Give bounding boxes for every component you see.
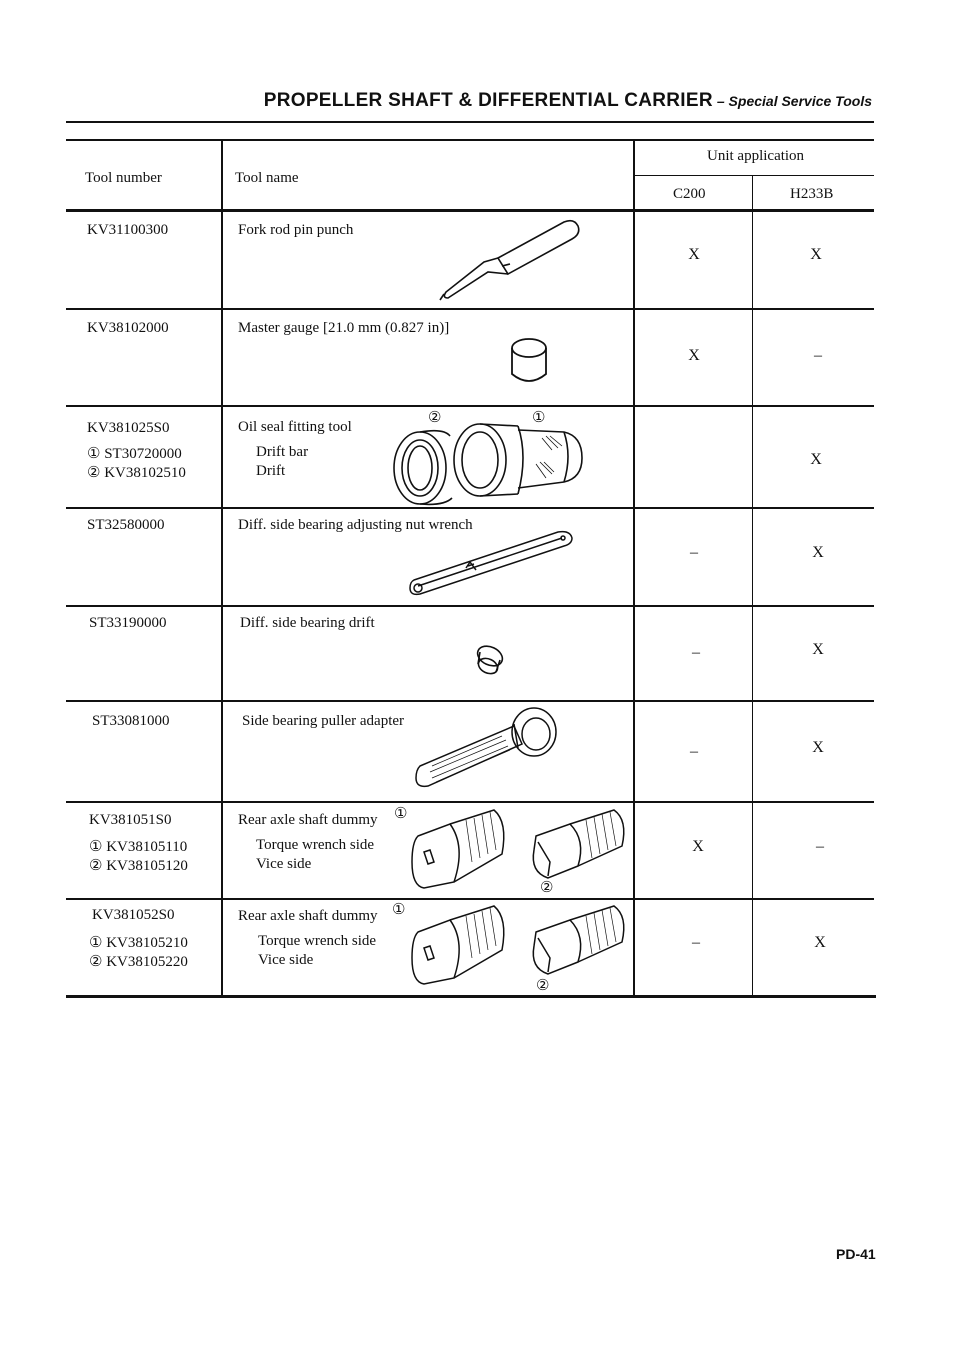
tool-number: KV381051S0	[89, 812, 172, 828]
tool-number-part: ① ST30720000	[87, 446, 182, 462]
header-h233b: H233B	[790, 186, 834, 202]
header-c200: C200	[673, 186, 706, 202]
bearing-drift-icon	[472, 642, 508, 678]
row-divider	[66, 605, 874, 607]
axle-shaft-dummy-icon	[410, 806, 630, 896]
c200-mark: –	[690, 743, 698, 760]
row-divider	[66, 898, 874, 900]
tool-number-part: ① KV38105110	[89, 839, 188, 855]
h233b-mark: X	[810, 246, 822, 263]
c200-mark: X	[688, 246, 700, 263]
page-header	[68, 90, 872, 112]
h233b-mark: X	[810, 451, 822, 468]
tool-number-part: ① KV38105210	[89, 935, 188, 951]
tool-number: KV38102000	[87, 320, 169, 336]
tool-name: Oil seal fitting tool	[238, 419, 352, 435]
nut-wrench-icon	[408, 524, 576, 600]
tool-number: ST33190000	[89, 615, 167, 631]
tool-name-part: Torque wrench side	[258, 933, 377, 949]
unit-application-divider	[634, 175, 874, 176]
tool-number: ST32580000	[87, 517, 165, 533]
master-gauge-icon	[508, 336, 550, 386]
header-rule	[66, 121, 874, 123]
table-top-rule	[66, 139, 874, 141]
tool-name-part: Torque wrench side	[256, 837, 375, 853]
header-tool-number: Tool number	[85, 170, 162, 186]
tool-name: Diff. side bearing adjusting nut wrench	[238, 517, 473, 533]
c200-mark: X	[692, 838, 704, 855]
callout-1: ①	[394, 806, 408, 822]
tool-name-part: Drift	[256, 463, 286, 479]
row-divider	[66, 801, 874, 803]
row-divider	[66, 308, 874, 310]
row-divider	[66, 507, 874, 509]
c200-mark: –	[692, 644, 700, 661]
callout-1: ①	[532, 410, 546, 426]
tool-name-part: Vice side	[256, 856, 312, 872]
tool-number: KV381025S0	[87, 420, 170, 436]
tool-name-part: Vice side	[258, 952, 314, 968]
tool-number-part: ② KV38102510	[87, 465, 186, 481]
h233b-mark: –	[814, 347, 822, 364]
callout-2: ②	[428, 410, 442, 426]
axle-shaft-dummy-icon	[410, 902, 630, 992]
page-subtitle: – Special Service Tools	[716, 93, 872, 109]
h233b-mark: X	[812, 544, 824, 561]
column-divider-2	[633, 140, 635, 998]
tool-name-part: Drift bar	[256, 444, 309, 460]
c200-mark: X	[688, 347, 700, 364]
tool-name: Side bearing puller adapter	[242, 713, 405, 729]
tool-name: Diff. side bearing drift	[240, 615, 375, 631]
tool-number: ST33081000	[92, 713, 170, 729]
page-number: PD-41	[836, 1246, 876, 1262]
tool-name: Rear axle shaft dummy	[238, 812, 378, 828]
header-tool-name: Tool name	[235, 170, 299, 186]
callout-1: ①	[392, 902, 406, 918]
h233b-mark: X	[812, 641, 824, 658]
h233b-mark: X	[812, 739, 824, 756]
column-divider-1	[221, 140, 223, 998]
tool-name: Fork rod pin punch	[238, 222, 354, 238]
pin-punch-icon	[436, 214, 586, 304]
header-unit-application: Unit application	[707, 148, 805, 164]
c200-mark: –	[692, 934, 700, 951]
column-divider-3	[752, 176, 753, 998]
tool-name: Master gauge [21.0 mm (0.827 in)]	[238, 320, 450, 336]
tool-number-part: ② KV38105120	[89, 858, 188, 874]
row-divider	[66, 700, 874, 702]
callout-2: ②	[536, 978, 550, 994]
tool-number: KV31100300	[87, 222, 169, 238]
tool-number: KV381052S0	[92, 907, 175, 923]
oil-seal-fitting-tool-icon	[386, 406, 592, 506]
table-bottom-rule	[66, 995, 876, 998]
page-title: PROPELLER SHAFT & DIFFERENTIAL CARRIER	[263, 90, 713, 111]
callout-2: ②	[540, 880, 554, 896]
puller-adapter-icon	[410, 704, 560, 792]
c200-mark: –	[690, 544, 698, 561]
tool-name: Rear axle shaft dummy	[238, 908, 378, 924]
tool-number-part: ② KV38105220	[89, 954, 188, 970]
h233b-mark: X	[814, 934, 826, 951]
h233b-mark: –	[816, 838, 824, 855]
